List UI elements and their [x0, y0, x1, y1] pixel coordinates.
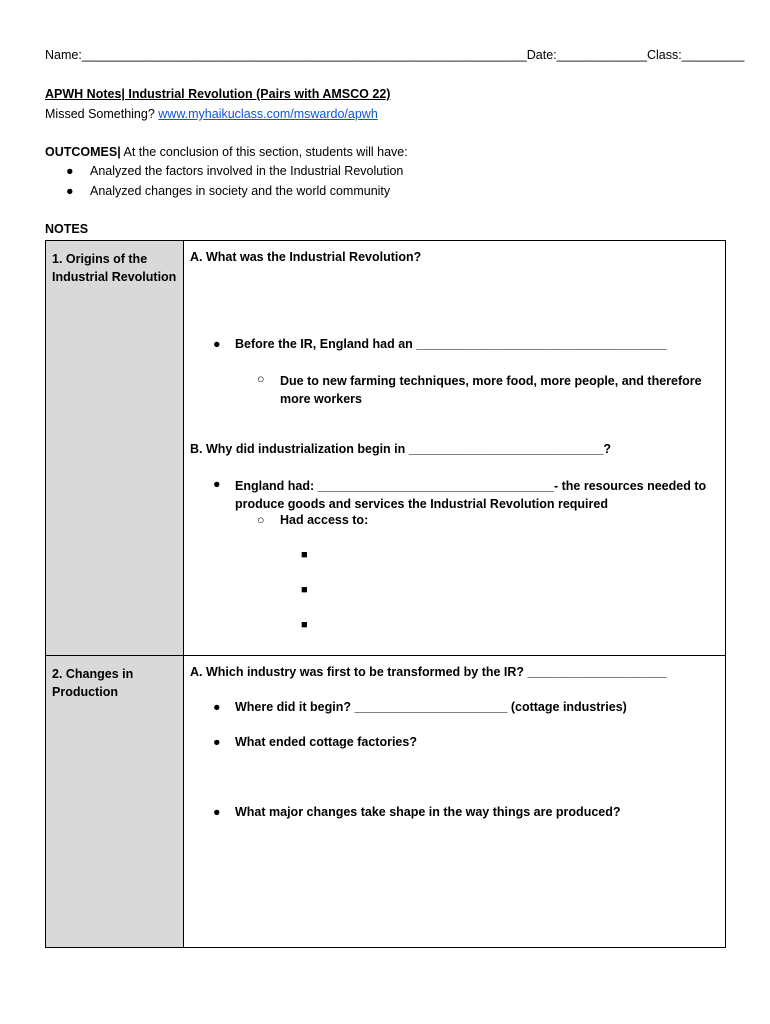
circle-bullet-icon: ○: [257, 513, 265, 527]
bullet-icon: ●: [213, 805, 221, 819]
section-notes-cell[interactable]: [184, 241, 726, 656]
section-label-cell: [46, 241, 184, 656]
section-label-cell: [46, 656, 184, 948]
outcomes-list: [66, 164, 403, 204]
sub-bullet-text: Due to new farming techniques, more food, more people, and therefore more workers: [280, 374, 702, 406]
outcomes-text: At the conclusion of this section, students will have:: [120, 145, 408, 159]
section-notes-cell[interactable]: [184, 656, 726, 948]
square-bullet-icon: ■: [301, 584, 308, 596]
section-label: 2. Changes in Production: [52, 667, 134, 699]
table-row: [46, 656, 726, 948]
bullet-text: Before the IR, England had an ____________________________________: [235, 337, 667, 351]
square-bullet-icon: ■: [301, 619, 308, 631]
notes-heading: NOTES: [45, 222, 89, 236]
list-item: ● Analyzed changes in society and the world community: [66, 184, 391, 198]
bullet-icon: ●: [66, 184, 74, 198]
missed-label: Missed Something?: [45, 107, 159, 121]
student-info-line: Name:________________________________________________________________Date:_____________Class:_________: [45, 48, 745, 62]
bullet-text: Where did it begin? ______________________ (cottage industries): [235, 700, 627, 714]
bullet-icon: ●: [213, 337, 221, 351]
notes-table: [45, 240, 726, 948]
outcomes-intro: [45, 145, 408, 159]
bullet-icon: ●: [213, 735, 221, 749]
question-a: A. Which industry was first to be transformed by the IR? ____________________: [190, 665, 667, 679]
list-item: ● Analyzed the factors involved in the Industrial Revolution: [66, 164, 404, 178]
circle-bullet-icon: ○: [257, 372, 265, 386]
bullet-icon: ●: [213, 700, 221, 714]
question-a: A. What was the Industrial Revolution?: [190, 250, 422, 264]
section-label: 1. Origins of the Industrial Revolution: [52, 252, 177, 284]
class-website-link[interactable]: www.myhaikuclass.com/mswardo/apwh: [158, 107, 378, 121]
bullet-text: What major changes take shape in the way things are produced?: [235, 805, 621, 819]
table-row: [46, 241, 726, 656]
bullet-text: What ended cottage factories?: [235, 735, 417, 749]
bullet-text: England had: __________________________________- the resources needed to produce goods and services the Industrial Revolution required: [235, 479, 707, 511]
square-bullet-icon: ■: [301, 549, 308, 561]
bullet-icon: ●: [213, 477, 221, 491]
bullet-icon: ●: [66, 164, 74, 178]
question-b: B. Why did industrialization begin in ____________________________?: [190, 442, 612, 456]
missed-something-line: [45, 107, 378, 121]
outcomes-label: OUTCOMES|: [45, 145, 121, 159]
page-title: APWH Notes| Industrial Revolution (Pairs with AMSCO 22): [45, 87, 391, 101]
sub-bullet-text: Had access to:: [280, 513, 369, 527]
